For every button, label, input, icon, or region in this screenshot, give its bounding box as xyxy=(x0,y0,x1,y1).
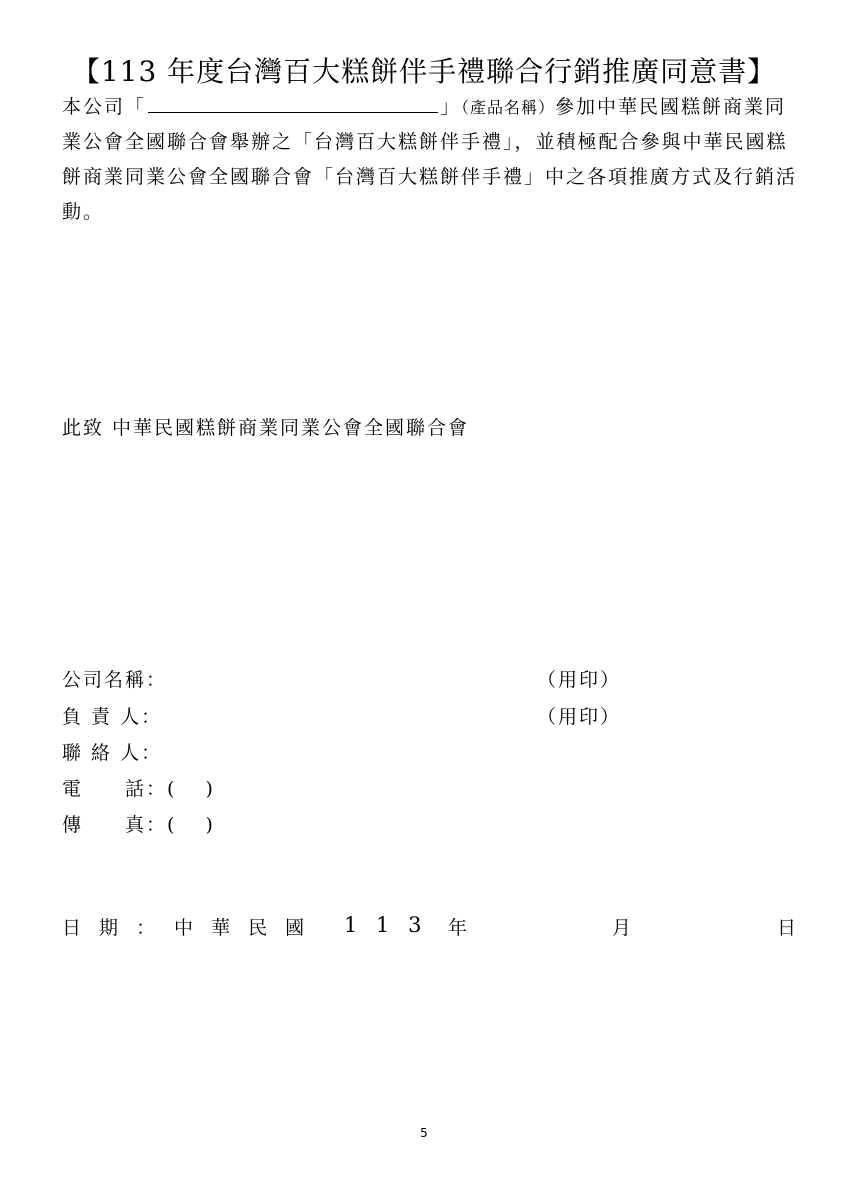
person-seal-label: （用印） xyxy=(537,706,622,728)
consent-paragraph xyxy=(62,90,802,230)
date-year-unit: 年 xyxy=(448,917,468,939)
fax-field: 傳 真：( ) xyxy=(62,814,215,836)
intro-text: 參加中華民國糕餅商業同業公會全國聯合會舉辦之「台灣百大糕餅伴手禮」，並積極配合參與中華民國糕餅商業同業公會全國聯合會「台灣百大糕餅伴手禮」中之各項推廣方式及行銷活動。 xyxy=(62,96,798,223)
phone-field: 電 話：( ) xyxy=(62,778,215,800)
salutation: 此致 中華民國糕餅商業同業公會全國聯合會 xyxy=(62,417,470,439)
intro-prefix: 本公司「 xyxy=(62,96,147,118)
date-era: 中 華 民 國 xyxy=(174,917,311,939)
contact-person-field: 聯 絡 人： xyxy=(62,742,163,764)
date-year: 1 1 3 xyxy=(344,913,428,937)
person-in-charge-field: 負 責 人： xyxy=(62,706,163,728)
page-number: 5 xyxy=(420,1126,428,1140)
date-month-unit: 月 xyxy=(612,917,632,939)
date-day-unit: 日 xyxy=(777,917,797,939)
product-name-note: （產品名稱） xyxy=(461,98,556,117)
intro-after-blank: 」 xyxy=(440,96,462,118)
company-name-field: 公司名稱： xyxy=(62,669,168,691)
company-seal-label: （用印） xyxy=(537,669,622,691)
document-title: 【113 年度台灣百大糕餅伴手禮聯合行銷推廣同意書】 xyxy=(71,55,777,88)
date-label: 日 期 ： xyxy=(62,917,162,939)
product-name-blank[interactable] xyxy=(148,92,438,113)
